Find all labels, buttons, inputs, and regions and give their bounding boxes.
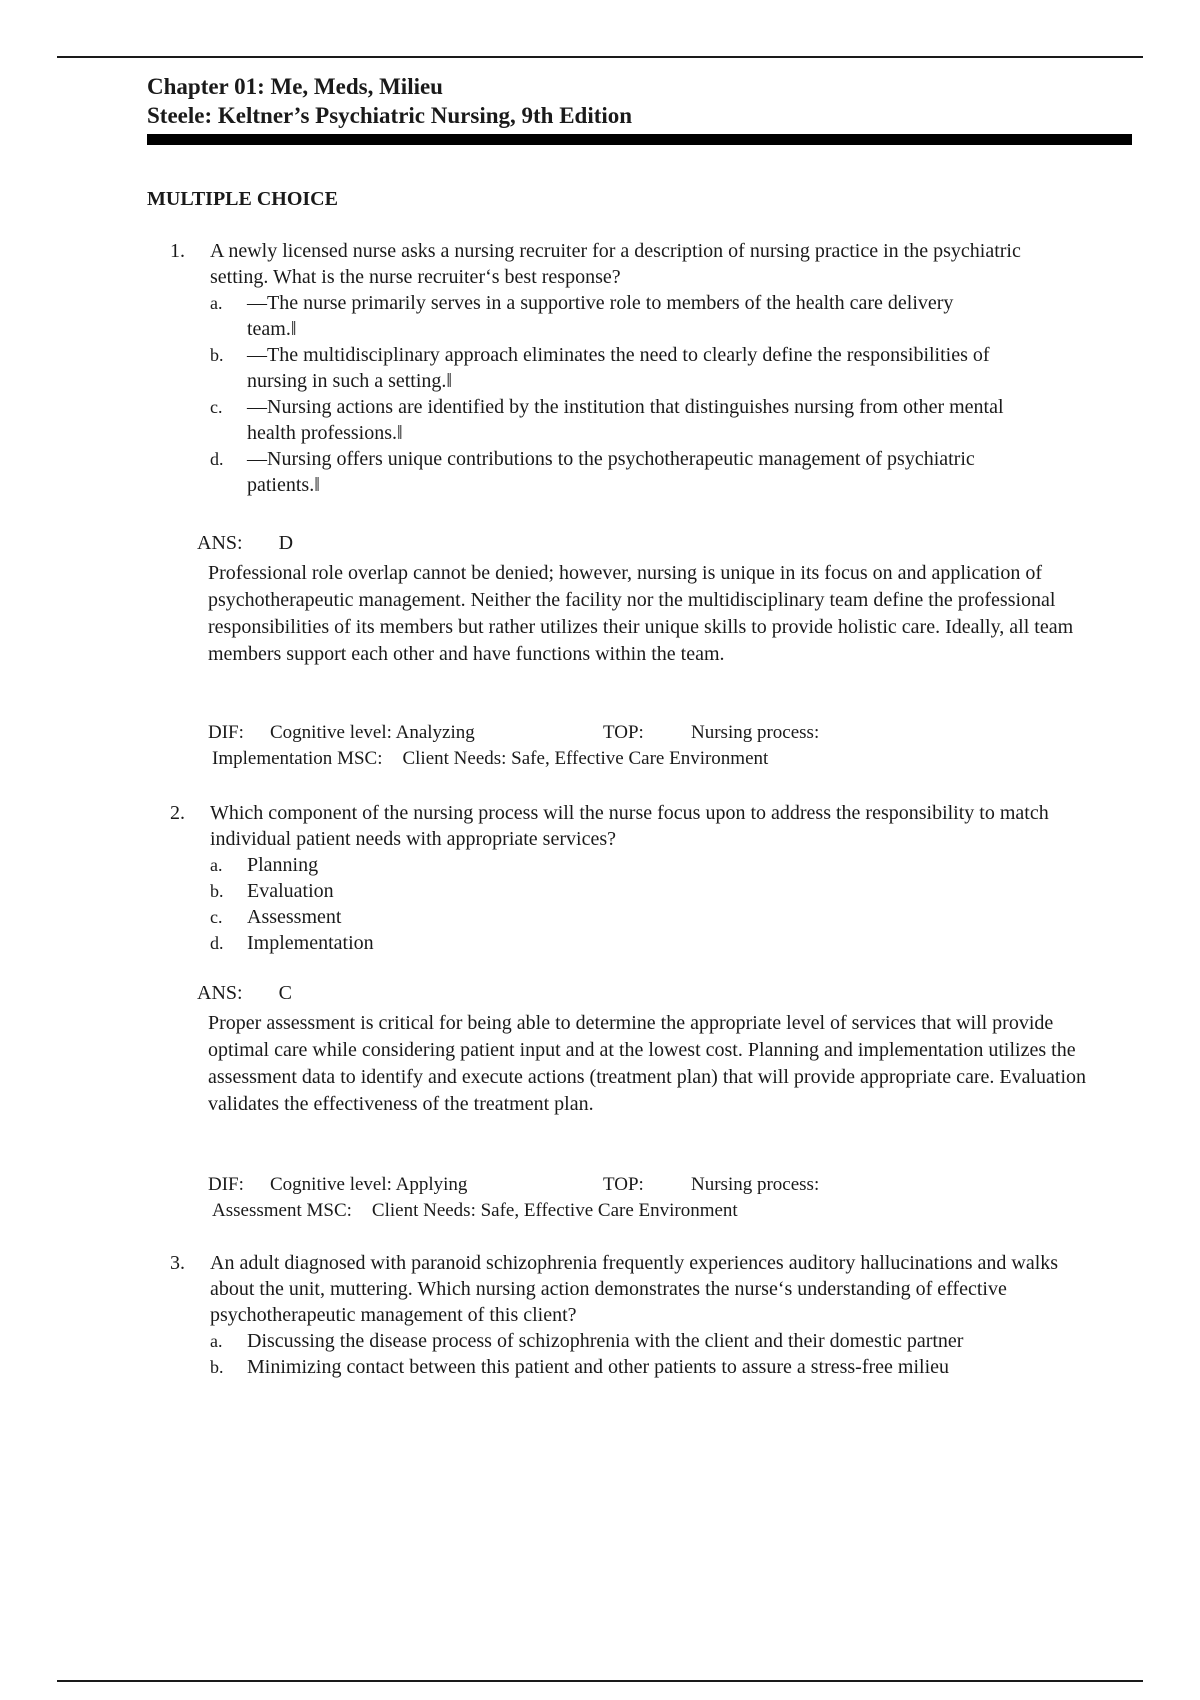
question-stem: A newly licensed nurse asks a nursing recruiter for a description of nursing practice in the psychiatric setting. What is the nurse recruiter‘s best response? bbox=[210, 240, 1021, 288]
option-d bbox=[210, 930, 1007, 956]
header-rule bbox=[147, 134, 1132, 145]
question-2 bbox=[170, 800, 1090, 956]
answer-line bbox=[197, 980, 1117, 1007]
option-letter: b. bbox=[210, 881, 224, 901]
option-letter: a. bbox=[210, 293, 223, 313]
option-letter: b. bbox=[210, 345, 224, 365]
answer-block-1 bbox=[197, 530, 1117, 668]
option-letter: a. bbox=[210, 1331, 223, 1351]
top-value-continued: Assessment bbox=[212, 1200, 302, 1221]
option-text: ―Nursing actions are identified by the institution that distinguishes nursing from other mental health professions.‖ bbox=[247, 396, 1004, 444]
question-1 bbox=[170, 238, 1090, 498]
bottom-page-rule bbox=[57, 1680, 1143, 1682]
question-number: 3. bbox=[170, 1252, 185, 1274]
top-value: Nursing process: bbox=[691, 1174, 820, 1195]
msc-value: Client Needs: Safe, Effective Care Environment bbox=[402, 748, 769, 769]
question-3 bbox=[170, 1250, 1090, 1380]
option-a bbox=[210, 852, 1007, 878]
question-number: 2. bbox=[170, 802, 185, 824]
answer-line bbox=[197, 530, 1117, 557]
chapter-title: Chapter 01: Me, Meds, Milieu bbox=[147, 74, 443, 99]
answer-block-2 bbox=[197, 980, 1117, 1118]
option-d bbox=[210, 446, 1007, 498]
question-stem: An adult diagnosed with paranoid schizophrenia frequently experiences auditory hallucinations and walks about the unit, muttering. Which nursing action demonstrates the nurse‘s understanding of effective psychotherapeutic management of this client? bbox=[210, 1252, 1059, 1326]
dif-label: DIF: bbox=[208, 722, 244, 743]
answer-options bbox=[210, 290, 1090, 498]
rationale: Proper assessment is critical for being able to determine the appropriate level of services that will provide optimal care while considering patient input and at the lowest cost. Planning and implementation utilizes the assessment data to identify and execute actions (treatment plan) that will provide appropriate care. Evaluation validates the effectiveness of the treatment plan. bbox=[208, 1012, 1087, 1115]
option-b bbox=[210, 878, 1007, 904]
msc-label: MSC: bbox=[306, 1200, 352, 1221]
dif-value: Cognitive level: Analyzing bbox=[270, 722, 475, 743]
option-c bbox=[210, 394, 1007, 446]
option-text: Discussing the disease process of schizophrenia with the client and their domestic partner bbox=[247, 1330, 964, 1352]
top-value-continued: Implementation bbox=[212, 748, 333, 769]
section-heading: MULTIPLE CHOICE bbox=[147, 188, 338, 210]
top-label: TOP: bbox=[603, 1174, 644, 1195]
msc-value: Client Needs: Safe, Effective Care Environment bbox=[371, 1200, 738, 1221]
answer-value: D bbox=[278, 532, 294, 554]
option-text: Assessment bbox=[247, 906, 342, 928]
option-text: ―The multidisciplinary approach eliminates the need to clearly define the responsibilities of nursing in such a setting.‖ bbox=[247, 344, 990, 392]
dif-value: Cognitive level: Applying bbox=[270, 1174, 468, 1195]
question-number: 1. bbox=[170, 240, 185, 262]
answer-options bbox=[210, 852, 1090, 956]
option-letter: c. bbox=[210, 397, 223, 417]
document-header bbox=[147, 72, 1132, 145]
option-b bbox=[210, 1354, 1007, 1380]
option-letter: b. bbox=[210, 1357, 224, 1377]
option-b bbox=[210, 342, 1007, 394]
option-text: Minimizing contact between this patient and other patients to assure a stress-free milieu bbox=[247, 1356, 950, 1378]
answer-value: C bbox=[278, 982, 292, 1004]
rationale: Professional role overlap cannot be denied; however, nursing is unique in its focus on and application of psychotherapeutic management. Neither the facility nor the multidisciplinary team define the professional responsibilities of its members but rather utilizes their unique skills to provide holistic care. Ideally, all team members support each other and have functions within the team. bbox=[208, 562, 1074, 665]
option-text: Planning bbox=[247, 854, 319, 876]
option-text: Implementation bbox=[247, 932, 374, 954]
top-label: TOP: bbox=[603, 722, 644, 743]
option-c bbox=[210, 904, 1007, 930]
answer-options bbox=[210, 1328, 1090, 1380]
top-value: Nursing process: bbox=[691, 722, 820, 743]
option-letter: d. bbox=[210, 933, 224, 953]
answer-label: ANS: bbox=[197, 982, 243, 1004]
option-letter: d. bbox=[210, 449, 224, 469]
book-title: Steele: Keltner’s Psychiatric Nursing, 9th Edition bbox=[147, 103, 633, 128]
question-stem: Which component of the nursing process will the nurse focus upon to address the responsibility to match individual patient needs with appropriate services? bbox=[210, 802, 1049, 850]
option-text: ―The nurse primarily serves in a supportive role to members of the health care delivery team.‖ bbox=[247, 292, 954, 340]
option-text: Evaluation bbox=[247, 880, 334, 902]
answer-label: ANS: bbox=[197, 532, 243, 554]
option-a bbox=[210, 1328, 1007, 1354]
option-text: ―Nursing offers unique contributions to the psychotherapeutic management of psychiatric patients.‖ bbox=[247, 448, 975, 496]
msc-label: MSC: bbox=[337, 748, 383, 769]
question-metadata-2 bbox=[208, 1172, 1108, 1224]
question-metadata-1 bbox=[208, 720, 1108, 772]
option-letter: a. bbox=[210, 855, 223, 875]
option-letter: c. bbox=[210, 907, 223, 927]
top-page-rule bbox=[57, 56, 1143, 58]
option-a bbox=[210, 290, 1007, 342]
dif-label: DIF: bbox=[208, 1174, 244, 1195]
